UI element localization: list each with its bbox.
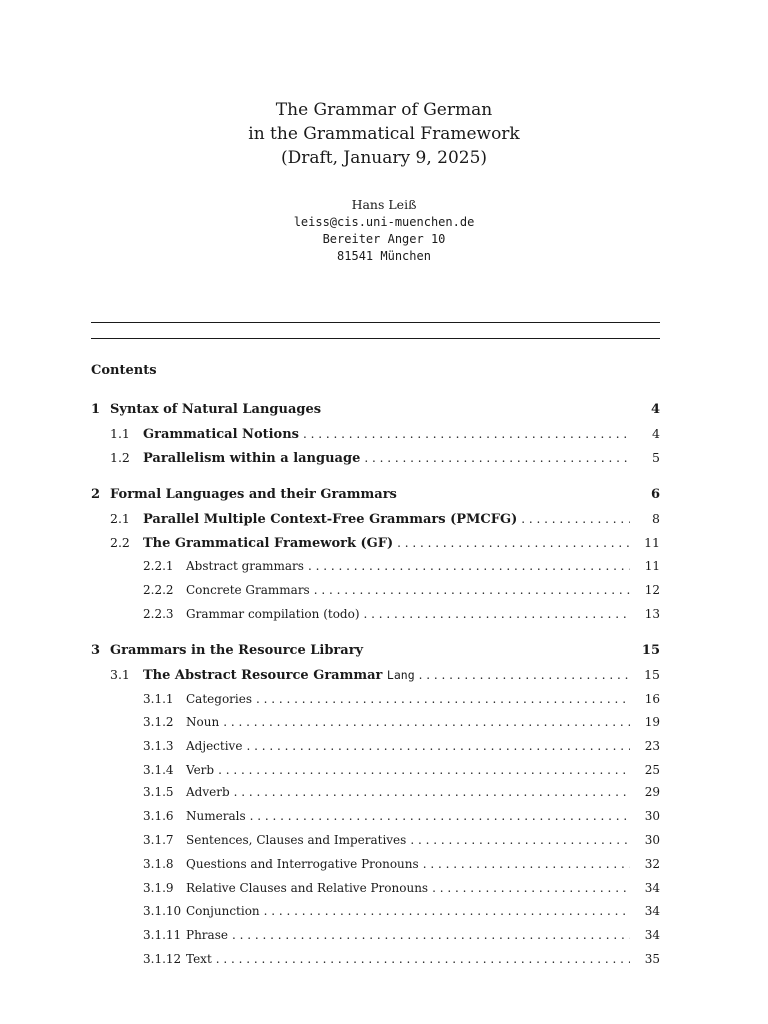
toc-entry-title-text: Concrete Grammars (186, 583, 310, 597)
contents-heading: Contents (91, 363, 157, 378)
toc-entry-number: 1 (91, 402, 101, 417)
toc-entry-title (186, 807, 250, 825)
toc-entry[interactable] (91, 401, 660, 419)
toc-entry[interactable] (143, 831, 660, 849)
dot-leader (423, 855, 630, 873)
toc-entry-page: 34 (644, 928, 660, 942)
toc-entry-page: 6 (650, 487, 660, 502)
author-city: 81541 München (337, 249, 431, 263)
toc-entry-title (186, 902, 264, 920)
dot-leader (218, 761, 630, 779)
toc-entry-title-text: Grammars in the Resource Library (110, 643, 364, 658)
toc-entry-page: 15 (644, 667, 660, 682)
toc-entry-title-text: Parallelism within a language (143, 451, 361, 466)
toc-entry-title (186, 557, 308, 575)
dot-leader (264, 902, 630, 920)
toc-entry-title-text: Adjective (186, 739, 243, 753)
toc-entry-title (186, 783, 234, 801)
toc-entry-number: 1.2 (110, 450, 130, 465)
toc-entry-number: 2.2 (110, 535, 130, 550)
toc-entry-title (186, 831, 410, 849)
toc-entry[interactable] (143, 557, 660, 575)
toc-entry-number: 3.1 (110, 667, 130, 682)
toc-entry-number: 2 (91, 487, 101, 502)
toc-entry-number: 2.2.3 (143, 607, 174, 621)
toc-entry-page: 19 (644, 715, 660, 729)
toc-entry-title-text: Sentences, Clauses and Imperatives (186, 833, 407, 847)
toc-entry[interactable] (110, 510, 660, 528)
toc-entry-title (186, 761, 218, 779)
toc-entry[interactable] (143, 783, 660, 801)
toc-entry-page: 35 (644, 952, 660, 966)
title-date: (Draft, January 9, 2025) (280, 148, 488, 168)
toc-entry-page: 5 (652, 450, 660, 465)
toc-entry-page: 34 (644, 904, 660, 918)
dot-leader (314, 581, 630, 599)
toc-entry-number: 2.2.1 (143, 559, 174, 573)
toc-entry-page: 12 (644, 583, 660, 597)
toc-entry-title-text: Conjunction (186, 904, 260, 918)
toc-entry-number: 3.1.2 (143, 715, 174, 729)
dot-leader (419, 666, 630, 684)
toc-entry-page: 11 (644, 559, 660, 573)
toc-entry-title (186, 581, 314, 599)
toc-entry-page: 34 (644, 881, 660, 895)
toc-entry-title (186, 926, 232, 944)
toc-entry-number: 3.1.9 (143, 881, 174, 895)
toc-entry-page: 15 (641, 643, 660, 658)
toc-entry-title-text: Adverb (186, 785, 230, 799)
toc-entry-title (186, 737, 246, 755)
toc-entry-number: 2.2.2 (143, 583, 174, 597)
toc-entry-number: 1.1 (110, 426, 130, 441)
toc-entry-page: 4 (650, 402, 660, 417)
toc-entry-number: 3.1.10 (143, 904, 182, 918)
dot-leader (397, 534, 630, 552)
toc-entry-number: 3.1.11 (143, 928, 182, 942)
toc-entry[interactable] (110, 534, 660, 552)
dot-leader (364, 605, 630, 623)
dot-leader (250, 807, 630, 825)
toc-entry[interactable] (143, 926, 660, 944)
toc-entry-title (143, 666, 419, 685)
toc-entry-title (143, 426, 303, 444)
toc-entry-title-text: The Abstract Resource Grammar (143, 668, 383, 683)
toc-entry-page: 11 (644, 535, 660, 550)
toc-entry-number: 3 (91, 643, 101, 658)
toc-entry-title (143, 511, 521, 529)
toc-entry-title (143, 535, 397, 553)
dot-leader (364, 449, 630, 467)
toc-entry-title (186, 713, 223, 731)
toc-entry-page: 25 (644, 763, 660, 777)
toc-entry-page: 30 (644, 809, 660, 823)
toc-entry-number: 3.1.1 (143, 692, 174, 706)
toc-entry-title-text: Phrase (186, 928, 228, 942)
toc-entry-title (186, 605, 364, 623)
dot-leader (246, 737, 630, 755)
toc-entry-title-text: Verb (186, 763, 215, 777)
toc-entry-title-text: Text (186, 952, 212, 966)
toc-entry-title (110, 486, 401, 504)
toc-entry[interactable] (91, 642, 660, 660)
toc-entry[interactable] (143, 737, 660, 755)
dot-leader (432, 879, 630, 897)
toc-entry-number: 3.1.4 (143, 763, 174, 777)
toc-entry-number: 3.1.8 (143, 857, 174, 871)
toc-entry[interactable] (143, 581, 660, 599)
toc-entry[interactable] (91, 486, 660, 504)
toc-entry-title-text: Syntax of Natural Languages (110, 402, 322, 417)
toc-entry-page: 4 (652, 426, 660, 441)
dot-leader (234, 783, 630, 801)
toc-entry[interactable] (143, 605, 660, 623)
toc-entry-page: 13 (644, 607, 660, 621)
toc-entry-page: 16 (644, 692, 660, 706)
toc-entry-number: 3.1.6 (143, 809, 174, 823)
toc-entry-title-text: Abstract grammars (186, 559, 304, 573)
toc-entry-page: 29 (644, 785, 660, 799)
toc-entry[interactable] (143, 761, 660, 779)
divider-bottom (91, 338, 660, 339)
author-name: Hans Leiß (351, 197, 417, 212)
dot-leader (521, 510, 630, 528)
toc-entry-title-text: The Grammatical Framework (GF) (143, 536, 394, 551)
toc-entry-page: 8 (652, 511, 660, 526)
toc-entry-title-text: Grammar compilation (todo) (186, 607, 360, 621)
toc-entry[interactable] (143, 713, 660, 731)
toc-entry-number: 3.1.3 (143, 739, 174, 753)
toc-entry-title-text: Grammatical Notions (143, 427, 299, 442)
toc-entry[interactable] (143, 807, 660, 825)
toc-entry-title (186, 855, 423, 873)
toc-entry[interactable] (143, 902, 660, 920)
toc-entry-title (186, 950, 216, 968)
dot-leader (410, 831, 630, 849)
author-block (0, 196, 768, 265)
toc-entry[interactable] (143, 690, 660, 708)
toc-entry[interactable] (143, 855, 660, 873)
dot-leader (308, 557, 630, 575)
title-line-1: The Grammar of German (275, 100, 493, 120)
dot-leader (216, 950, 630, 968)
dot-leader (256, 690, 630, 708)
toc-entry-title-text: Relative Clauses and Relative Pronouns (186, 881, 429, 895)
toc-entry-number: 3.1.7 (143, 833, 174, 847)
dot-leader (232, 926, 630, 944)
toc-entry-title-text: Numerals (186, 809, 246, 823)
title-line-2: in the Grammatical Framework (248, 124, 520, 144)
divider-top (91, 322, 660, 323)
toc-entry-title (110, 642, 367, 660)
dot-leader (223, 713, 630, 731)
toc-entry-number: 3.1.5 (143, 785, 174, 799)
toc-entry-number: 3.1.12 (143, 952, 182, 966)
toc-entry-title (143, 450, 364, 468)
toc-entry[interactable] (143, 879, 660, 897)
toc-entry-code: Lang (386, 668, 415, 682)
toc-entry-page: 23 (644, 739, 660, 753)
title-block (0, 98, 768, 170)
toc-entry-title-text: Categories (186, 692, 252, 706)
toc-entry-title (186, 879, 432, 897)
toc-entry[interactable] (110, 449, 660, 467)
toc-entry-title-text: Formal Languages and their Grammars (110, 487, 397, 502)
toc-entry-title-text: Questions and Interrogative Pronouns (186, 857, 419, 871)
toc-entry-page: 32 (644, 857, 660, 871)
toc-entry[interactable] (110, 425, 660, 443)
toc-entry-title (110, 401, 325, 419)
toc-entry-title-text: Noun (186, 715, 220, 729)
toc-entry-title-text: Parallel Multiple Context-Free Grammars (PMCFG) (143, 512, 518, 527)
toc-entry[interactable] (143, 950, 660, 968)
author-email: leiss@cis.uni-muenchen.de (293, 215, 475, 229)
toc-entry[interactable] (110, 666, 660, 684)
toc-entry-number: 2.1 (110, 511, 130, 526)
toc-entry-page: 30 (644, 833, 660, 847)
author-street: Bereiter Anger 10 (322, 232, 446, 246)
dot-leader (303, 425, 630, 443)
toc-entry-title (186, 690, 256, 708)
